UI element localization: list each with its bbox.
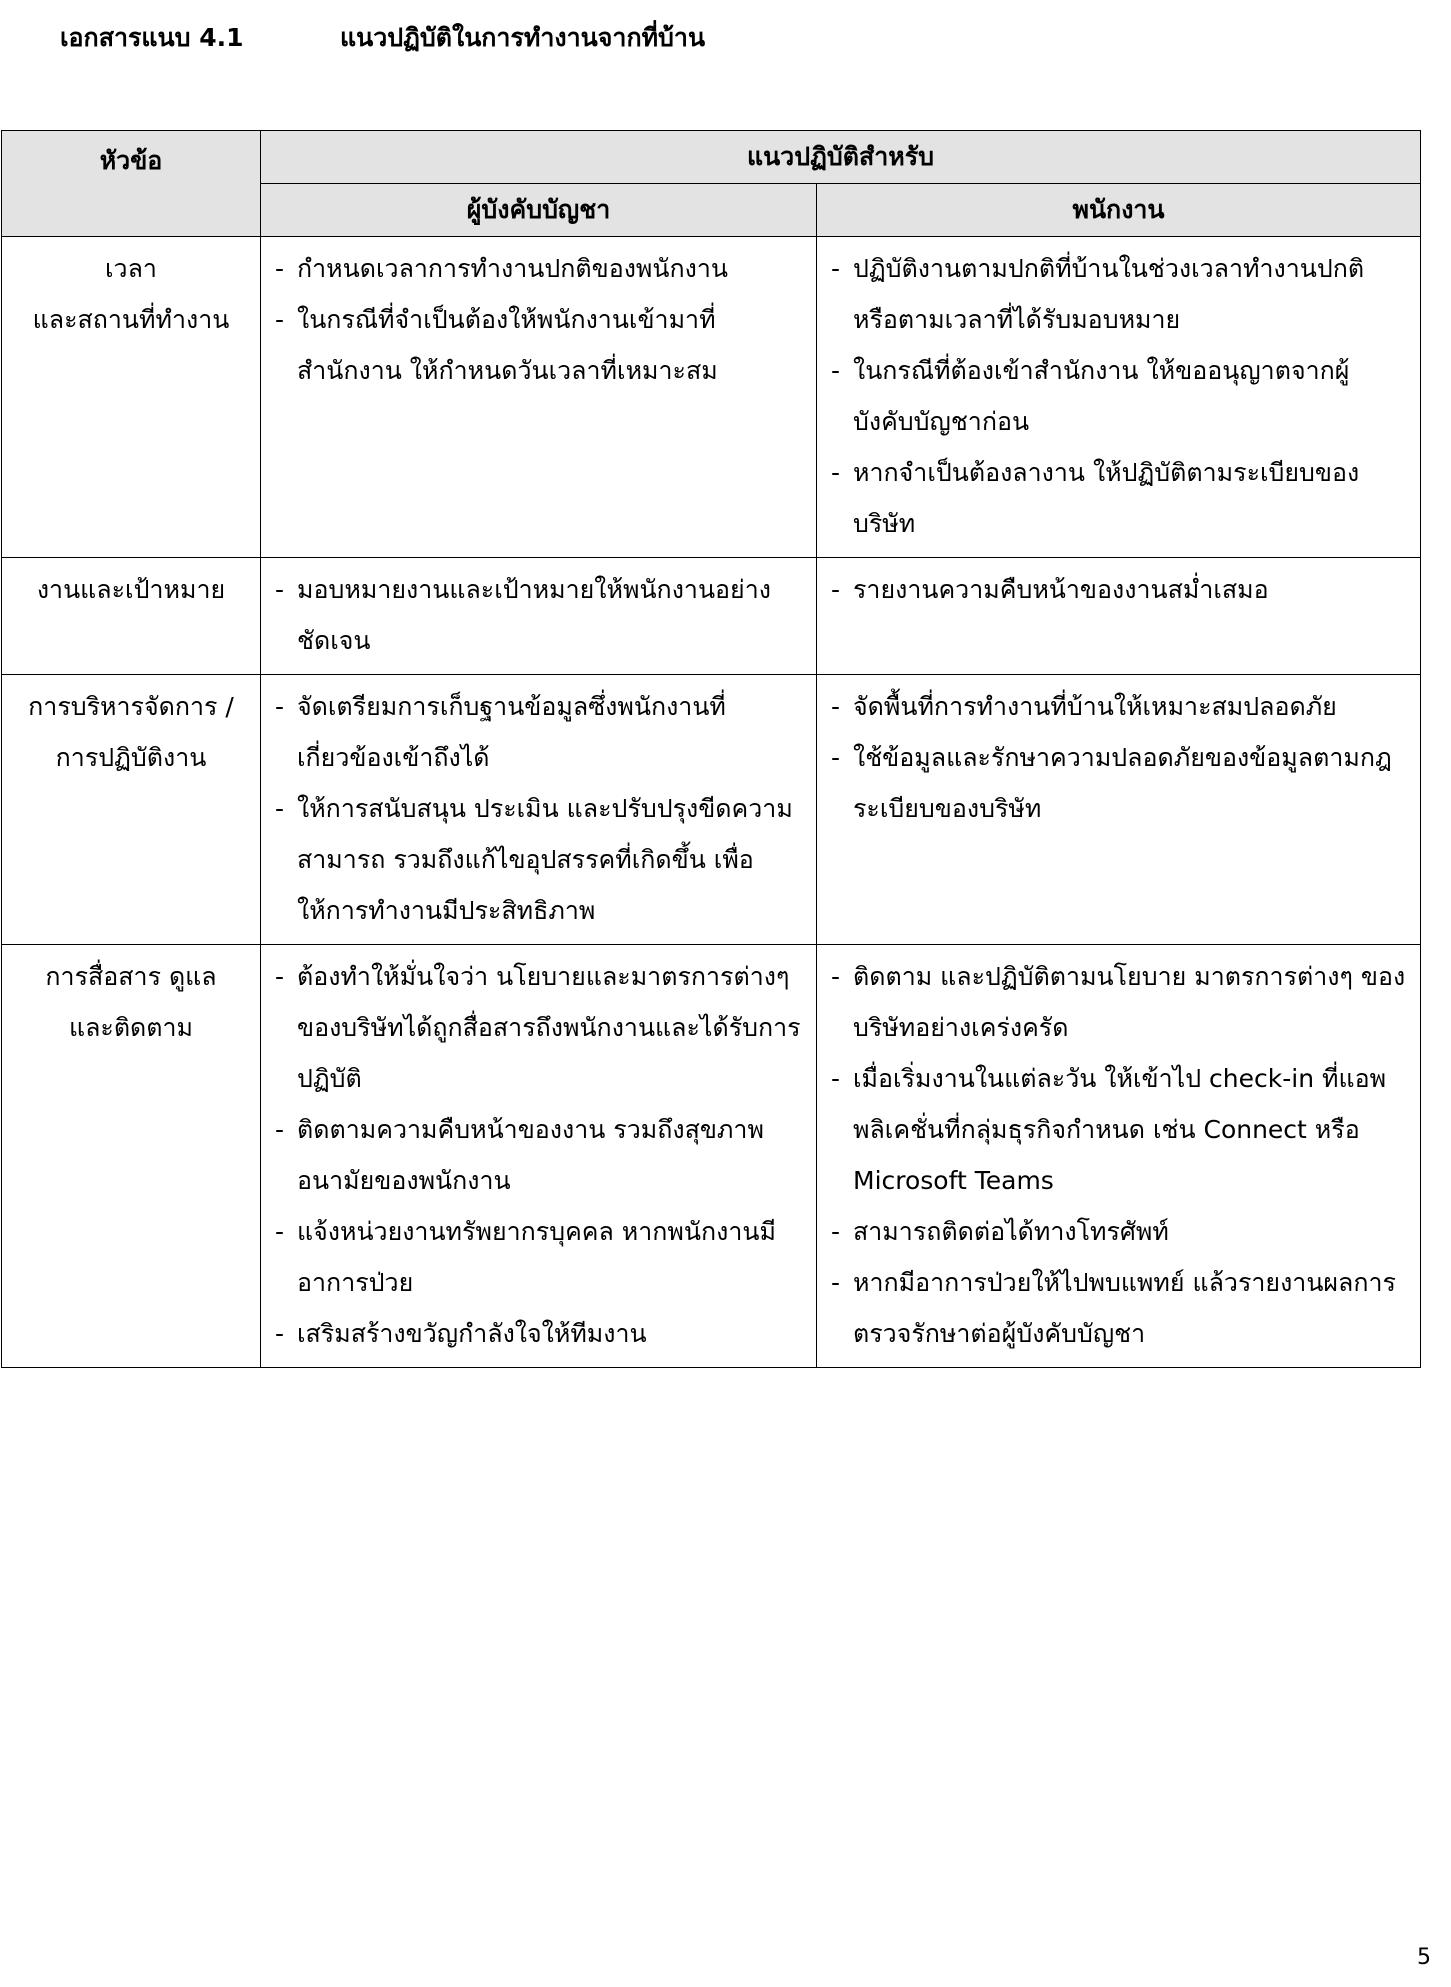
topic-line: และติดตาม (68, 1013, 194, 1042)
topic-line: การสื่อสาร ดูแล (45, 962, 217, 991)
bullet-item: - รายงานความคืบหน้าของงานสม่ำเสมอ (829, 564, 1410, 615)
employee-bullet-list (829, 951, 1410, 1359)
table-row (2, 675, 1421, 945)
topic-cell (2, 675, 261, 945)
bullet-item: - ติดตาม และปฏิบัติตามนโยบาย มาตรการต่างๆ ของบริษัทอย่างเคร่งครัด (829, 951, 1410, 1053)
supervisor-column-header: ผู้บังคับบัญชา (261, 184, 817, 237)
employee-guideline-cell (817, 675, 1421, 945)
guideline-group-header: แนวปฏิบัติสำหรับ (261, 131, 1421, 184)
topic-line: การปฏิบัติงาน (55, 743, 207, 772)
topic-cell (2, 945, 261, 1368)
table-row (2, 237, 1421, 558)
topic-cell (2, 558, 261, 675)
header-row (2, 131, 1421, 184)
page-number: 5 (1417, 1945, 1431, 1970)
topic-cell (2, 237, 261, 558)
bullet-item: - ปฏิบัติงานตามปกติที่บ้านในช่วงเวลาทำงานปกติ หรือตามเวลาที่ได้รับมอบหมาย (829, 243, 1410, 345)
attachment-reference: เอกสารแนบ 4.1 (60, 23, 244, 52)
employee-bullet-list (829, 564, 1410, 615)
bullet-item: - ใช้ข้อมูลและรักษาความปลอดภัยของข้อมูลตามกฎระเบียบของบริษัท (829, 732, 1410, 834)
bullet-item: - ต้องทำให้มั่นใจว่า นโยบายและมาตรการต่างๆ ของบริษัทได้ถูกสื่อสารถึงพนักงานและได้รับการปฏิบัติ (273, 951, 806, 1104)
bullet-item: - ในกรณีที่จำเป็นต้องให้พนักงานเข้ามาที่สำนักงาน ให้กำหนดวันเวลาที่เหมาะสม (273, 294, 806, 396)
table-row (2, 945, 1421, 1368)
bullet-item: - ให้การสนับสนุน ประเมิน และปรับปรุงขีดความสามารถ รวมถึงแก้ไขอุปสรรคที่เกิดขึ้น เพื่อให้การทำงานมีประสิทธิภาพ (273, 783, 806, 936)
employee-bullet-list (829, 243, 1410, 549)
table-row (2, 558, 1421, 675)
supervisor-bullet-list (273, 564, 806, 666)
bullet-item: - มอบหมายงานและเป้าหมายให้พนักงานอย่างชัดเจน (273, 564, 806, 666)
topic-line: เวลา (105, 254, 157, 283)
supervisor-guideline-cell (261, 558, 817, 675)
bullet-item: - เมื่อเริ่มงานในแต่ละวัน ให้เข้าไป check-in ที่แอพพลิเคชั่นที่กลุ่มธุรกิจกำหนด เช่น Connect หรือ Microsoft Teams (829, 1053, 1410, 1206)
employee-bullet-list (829, 681, 1410, 834)
supervisor-guideline-cell (261, 237, 817, 558)
bullet-item: - แจ้งหน่วยงานทรัพยากรบุคคล หากพนักงานมีอาการป่วย (273, 1206, 806, 1308)
bullet-item: - ในกรณีที่ต้องเข้าสำนักงาน ให้ขออนุญาตจากผู้บังคับบัญชาก่อน (829, 345, 1410, 447)
employee-column-header: พนักงาน (817, 184, 1421, 237)
guidelines-table (1, 130, 1421, 1368)
employee-guideline-cell (817, 558, 1421, 675)
topic-line: การบริหารจัดการ / (28, 692, 234, 721)
supervisor-guideline-cell (261, 675, 817, 945)
employee-guideline-cell (817, 237, 1421, 558)
bullet-item: - หากจำเป็นต้องลางาน ให้ปฏิบัติตามระเบียบของบริษัท (829, 447, 1410, 549)
bullet-item: - จัดเตรียมการเก็บฐานข้อมูลซึ่งพนักงานที่เกี่ยวข้องเข้าถึงได้ (273, 681, 806, 783)
document-title: แนวปฏิบัติในการทำงานจากที่บ้าน (340, 23, 706, 52)
bullet-item: - กำหนดเวลาการทำงานปกติของพนักงาน (273, 243, 806, 294)
employee-guideline-cell (817, 945, 1421, 1368)
bullet-item: - จัดพื้นที่การทำงานที่บ้านให้เหมาะสมปลอดภัย (829, 681, 1410, 732)
topic-column-header: หัวข้อ (2, 131, 261, 237)
topic-line: และสถานที่ทำงาน (32, 305, 230, 334)
bullet-item: - สามารถติดต่อได้ทางโทรศัพท์ (829, 1206, 1410, 1257)
document-header (60, 18, 705, 58)
supervisor-bullet-list (273, 243, 806, 396)
bullet-item: - ติดตามความคืบหน้าของงาน รวมถึงสุขภาพอนามัยของพนักงาน (273, 1104, 806, 1206)
supervisor-guideline-cell (261, 945, 817, 1368)
bullet-item: - หากมีอาการป่วยให้ไปพบแพทย์ แล้วรายงานผลการตรวจรักษาต่อผู้บังคับบัญชา (829, 1257, 1410, 1359)
supervisor-bullet-list (273, 951, 806, 1359)
supervisor-bullet-list (273, 681, 806, 936)
bullet-item: - เสริมสร้างขวัญกำลังใจให้ทีมงาน (273, 1308, 806, 1359)
topic-line: งานและเป้าหมาย (36, 575, 226, 604)
